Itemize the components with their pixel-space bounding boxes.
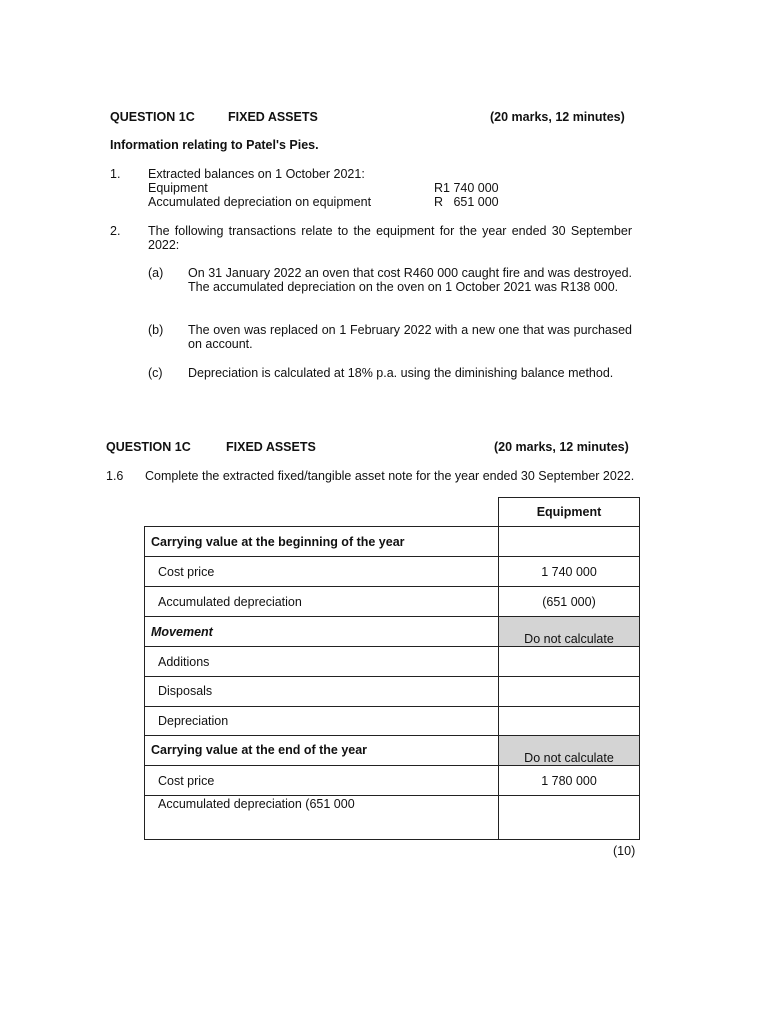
row-value: (651 000): [542, 595, 596, 609]
row-value: Do not calculate: [524, 751, 614, 765]
subitem-text: On 31 January 2022 an oven that cost R460 000 caught fire and was destroyed. The accumulated depreciation on the oven on 1 October 2021 was R138 000.: [188, 266, 632, 294]
answer-cell[interactable]: [498, 676, 640, 707]
question-text: Complete the extracted fixed/tangible asset note for the year ended 30 September 2022.: [145, 469, 635, 483]
row-label: Carrying value at the beginning of the year: [151, 535, 405, 549]
question-topic: FIXED ASSETS: [226, 440, 316, 454]
answer-cell[interactable]: [498, 646, 640, 677]
question-number: 1.6: [106, 469, 124, 483]
balance-label: Equipment: [148, 181, 208, 195]
balance-label: Accumulated depreciation on equipment: [148, 195, 372, 209]
item-number: 2.: [110, 224, 121, 238]
answer-cell[interactable]: [498, 706, 640, 736]
column-header-label: Equipment: [536, 505, 602, 519]
row-label: Carrying value at the end of the year: [151, 743, 368, 757]
row-value: 1 780 000: [541, 774, 597, 788]
row-label: Accumulated depreciation (651 000: [158, 797, 355, 811]
row-label: Depreciation: [158, 714, 229, 728]
question-title: QUESTION 1C: [110, 110, 195, 124]
info-heading: Information relating to Patel's Pies.: [110, 138, 319, 152]
subitem-letter: (b): [148, 323, 164, 337]
question-topic: FIXED ASSETS: [228, 110, 318, 124]
balance-value: R1 740 000: [434, 181, 499, 195]
question-marks: (20 marks, 12 minutes): [490, 110, 625, 124]
item-number: 1.: [110, 167, 121, 181]
answer-cell[interactable]: [498, 526, 640, 557]
subitem-letter: (c): [148, 366, 163, 380]
item-text: The following transactions relate to the equipment for the year ended 30 September 2022:: [148, 224, 632, 252]
row-value: 1 740 000: [541, 565, 597, 579]
answer-cell[interactable]: [498, 795, 640, 840]
balance-value: R 651 000: [434, 195, 499, 209]
question-title: QUESTION 1C: [106, 440, 191, 454]
subitem-text: The oven was replaced on 1 February 2022 with a new one that was purchased on account.: [188, 323, 632, 351]
row-value: Do not calculate: [524, 632, 614, 646]
subitem-text: Depreciation is calculated at 18% p.a. using the diminishing balance method.: [188, 366, 614, 380]
row-label: Cost price: [158, 774, 215, 788]
question-marks: (20 marks, 12 minutes): [494, 440, 629, 454]
item-intro: Extracted balances on 1 October 2021:: [148, 167, 365, 181]
row-label: Disposals: [158, 684, 213, 698]
column-header-equipment: [498, 497, 640, 527]
row-label: Additions: [158, 655, 210, 669]
subitem-letter: (a): [148, 266, 164, 280]
row-label: Accumulated depreciation: [158, 595, 302, 609]
row-label: Cost price: [158, 565, 215, 579]
row-label: Movement: [151, 625, 213, 639]
total-marks: (10): [613, 844, 636, 858]
